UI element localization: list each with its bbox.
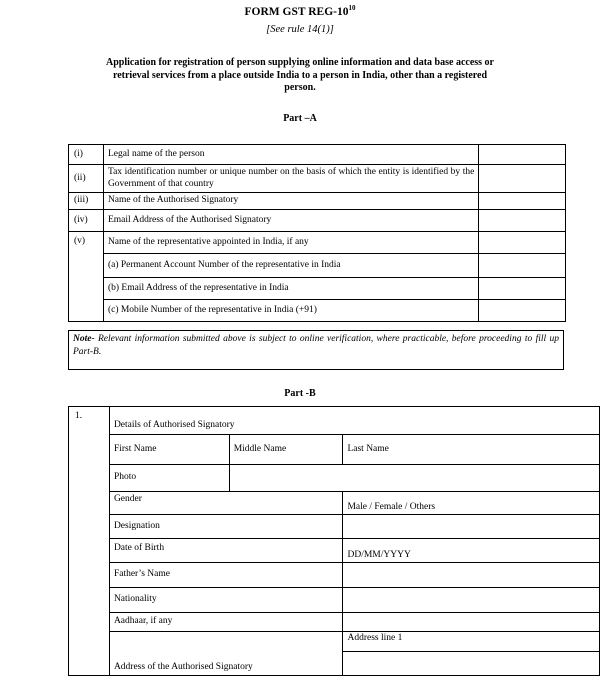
row-label: Name of the representative appointed in India, if any xyxy=(103,232,478,254)
item-number: 1. xyxy=(69,407,110,676)
table-row xyxy=(69,232,566,254)
form-description: Application for registration of person supplying online information and data base access or retrieval services from a place outside India to a person in India, other than a registered person. xyxy=(106,57,494,93)
table-row xyxy=(69,492,600,515)
row-number: (iv) xyxy=(69,210,104,232)
form-title-footnote: 10 xyxy=(348,4,356,12)
table-row xyxy=(69,539,600,563)
row-number xyxy=(69,254,104,278)
value-cell[interactable] xyxy=(479,193,566,210)
father-name-label: Father’s Name xyxy=(109,563,343,588)
middle-name-label: Middle Name xyxy=(229,435,343,465)
note-body: Relevant information submitted above is subject to online verification, where practicable, before proceeding to fill up Part-B. xyxy=(73,334,559,357)
table-row xyxy=(69,254,566,278)
rule-reference: [See rule 14(1)] xyxy=(266,24,334,35)
row-number xyxy=(69,300,104,322)
value-cell[interactable] xyxy=(479,232,566,254)
table-row xyxy=(69,193,566,210)
last-name-label: Last Name xyxy=(343,435,600,465)
designation-field[interactable] xyxy=(343,515,600,539)
form-title xyxy=(0,4,600,18)
table-row xyxy=(69,465,600,492)
photo-label: Photo xyxy=(109,465,229,492)
aadhaar-label: Aadhaar, if any xyxy=(109,613,343,632)
table-row xyxy=(69,278,566,300)
row-label: Email Address of the Authorised Signatory xyxy=(103,210,478,232)
table-row xyxy=(69,210,566,232)
row-label: Name of the Authorised Signatory xyxy=(103,193,478,210)
table-row xyxy=(69,435,600,465)
part-b-heading: Part -B xyxy=(284,388,316,399)
row-number: (ii) xyxy=(69,165,104,193)
row-number xyxy=(69,278,104,300)
row-number: (v) xyxy=(69,232,104,254)
part-a-heading: Part –A xyxy=(283,113,317,124)
row-label: (b) Email Address of the representative in India xyxy=(103,278,478,300)
value-cell[interactable] xyxy=(479,278,566,300)
row-label: (a) Permanent Account Number of the representative in India xyxy=(103,254,478,278)
gender-options[interactable]: Male / Female / Others xyxy=(343,492,600,515)
note-lead: Note- xyxy=(73,334,95,344)
row-label: Legal name of the person xyxy=(103,145,478,165)
value-cell[interactable] xyxy=(479,165,566,193)
dob-field[interactable]: DD/MM/YYYY xyxy=(343,539,600,563)
table-row xyxy=(69,588,600,613)
nationality-field[interactable] xyxy=(343,588,600,613)
section-title: Details of Authorised Signatory xyxy=(109,407,599,435)
table-row xyxy=(69,613,600,632)
part-b-table xyxy=(68,406,600,676)
table-row xyxy=(69,300,566,322)
table-row xyxy=(69,632,600,652)
row-number: (i) xyxy=(69,145,104,165)
address-label: Address of the Authorised Signatory xyxy=(109,632,343,676)
nationality-label: Nationality xyxy=(109,588,343,613)
table-row xyxy=(69,515,600,539)
aadhaar-field[interactable] xyxy=(343,613,600,632)
value-cell[interactable] xyxy=(479,145,566,165)
row-label: Tax identification number or unique number on the basis of which the entity is identified by the Government of that country xyxy=(103,165,478,193)
form-title-text: FORM GST REG-10 xyxy=(244,5,349,18)
row-number: (iii) xyxy=(69,193,104,210)
value-cell[interactable] xyxy=(479,210,566,232)
gender-label: Gender xyxy=(109,492,343,515)
row-label: (c) Mobile Number of the representative in India (+91) xyxy=(103,300,478,322)
photo-field[interactable] xyxy=(229,465,599,492)
part-a-note xyxy=(68,330,564,370)
father-name-field[interactable] xyxy=(343,563,600,588)
address-line1-label: Address line 1 xyxy=(343,632,600,652)
dob-label: Date of Birth xyxy=(109,539,343,563)
designation-label: Designation xyxy=(109,515,343,539)
table-row xyxy=(69,407,600,435)
table-row xyxy=(69,165,566,193)
table-row xyxy=(69,563,600,588)
part-a-table xyxy=(68,144,566,322)
address-line1-field[interactable] xyxy=(343,652,600,676)
table-row xyxy=(69,145,566,165)
value-cell[interactable] xyxy=(479,300,566,322)
first-name-label: First Name xyxy=(109,435,229,465)
value-cell[interactable] xyxy=(479,254,566,278)
